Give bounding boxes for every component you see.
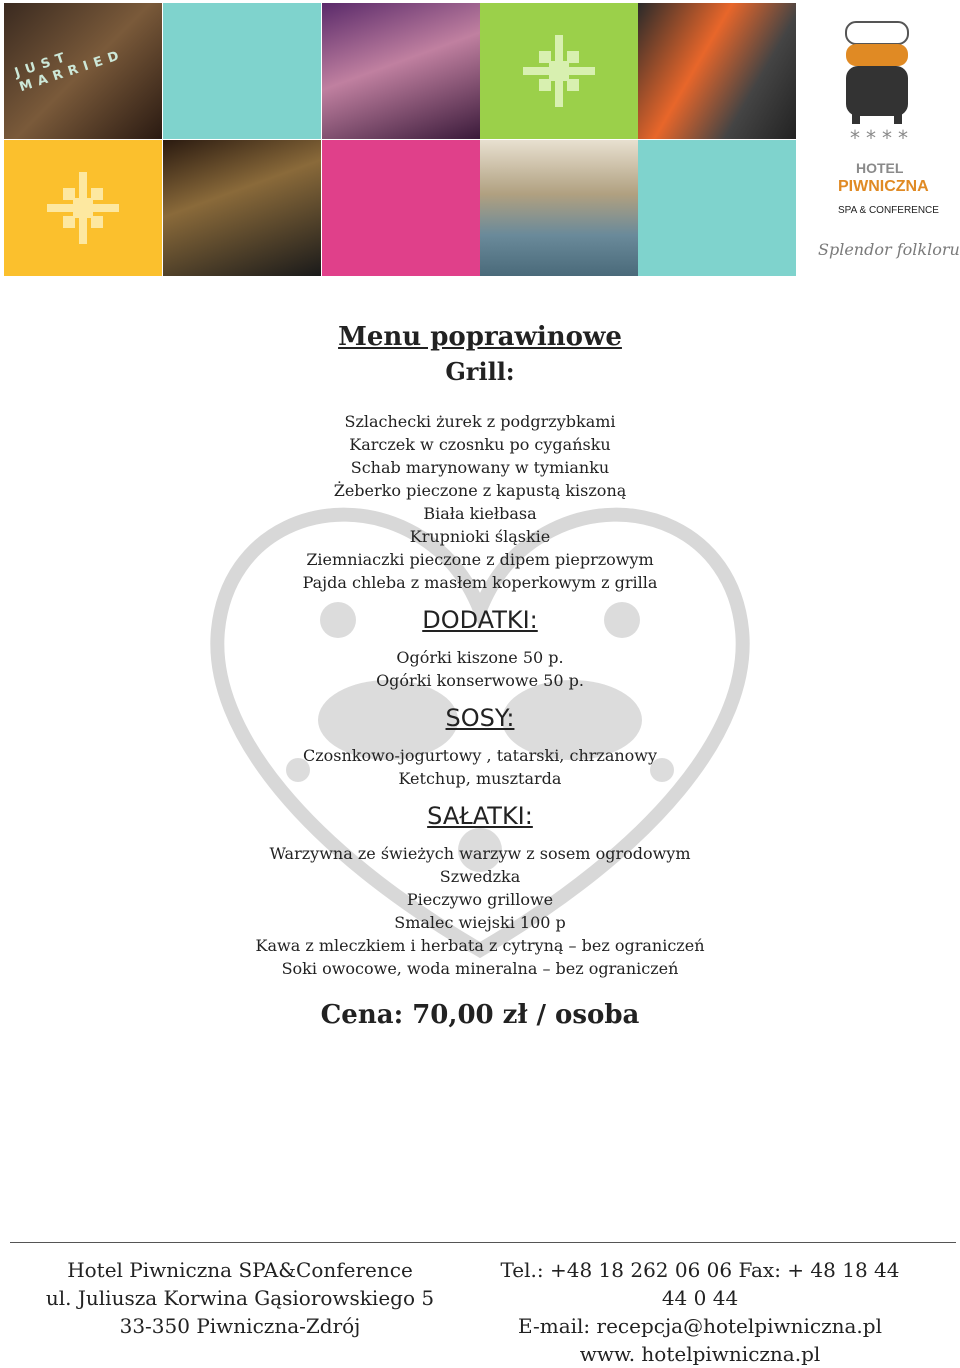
just-married-banner: JUST MARRIED	[12, 47, 127, 96]
list-item: Żeberko pieczone z kapustą kiszoną	[333, 481, 627, 500]
footer-divider	[10, 1242, 956, 1243]
wedding-photo-banner	[4, 3, 162, 139]
list-item: Smalec wiejski 100 p	[394, 913, 566, 932]
teal-tile-2	[638, 140, 796, 276]
list-item: Warzywna ze świeżych warzyw z sosem ogrodowym	[269, 844, 691, 863]
list-item: Czosnkowo-jogurtowy , tatarski, chrzanowy	[302, 746, 658, 765]
menu-title: Menu poprawinowe	[338, 322, 622, 352]
salatki-list	[0, 842, 960, 980]
list-item: Pieczywo grillowe	[406, 890, 554, 909]
footer-email[interactable]: E-mail: recepcja@hotelpiwniczna.pl	[518, 1314, 882, 1338]
cake-stand-photo	[322, 3, 480, 139]
list-item: Szwedzka	[439, 867, 521, 886]
tagline: Splendor folkloru	[818, 240, 960, 259]
hotel-stars: ****	[850, 126, 914, 150]
list-item: Ogórki kiszone 50 p.	[396, 648, 564, 667]
logo-hotel-text: HOTEL	[856, 160, 904, 176]
yellow-folk-tile	[4, 140, 162, 276]
list-item: Ketchup, musztarda	[398, 769, 562, 788]
footer-street: ul. Juliusza Korwina Gąsiorowskiego 5	[45, 1286, 435, 1310]
list-item: Ogórki konserwowe 50 p.	[376, 671, 584, 690]
teal-tile	[163, 3, 321, 139]
footer-phone: Tel.: +48 18 262 06 06 Fax: + 48 18 44 44 0 44	[500, 1258, 900, 1310]
menu-subtitle: Grill:	[445, 357, 515, 386]
footer-address	[30, 1256, 450, 1340]
folk-snowflake-icon	[519, 31, 599, 111]
list-item: Pajda chleba z masłem koperkowym z grilla	[302, 573, 658, 592]
list-item: Karczek w czosnku po cygańsku	[349, 435, 611, 454]
header-collage	[0, 0, 960, 278]
magenta-tile	[322, 140, 480, 276]
list-item: Schab marynowany w tymianku	[350, 458, 610, 477]
price: Cena: 70,00 zł / osoba	[320, 1000, 640, 1030]
salatki-heading: SAŁATKI:	[427, 802, 533, 830]
green-folk-tile	[480, 3, 638, 139]
folk-snowflake-icon	[43, 168, 123, 248]
dodatki-list	[0, 646, 960, 692]
dodatki-heading: DODATKI:	[422, 606, 538, 634]
list-item: Biała kiełbasa	[423, 504, 537, 523]
singer-band-photo	[638, 3, 796, 139]
bartender-photo	[163, 140, 321, 276]
sosy-list	[0, 744, 960, 790]
sosy-heading: SOSY:	[445, 704, 515, 732]
ballroom-photo	[480, 140, 638, 276]
menu-content	[0, 320, 960, 1032]
list-item: Ziemniaczki pieczone z dipem pieprzowym	[306, 550, 654, 569]
footer-city: 33-350 Piwniczna-Zdrój	[119, 1314, 361, 1338]
logo-subtitle: SPA & CONFERENCE	[838, 205, 939, 216]
grill-items-list	[0, 410, 960, 594]
footer-website[interactable]: www. hotelpiwniczna.pl	[579, 1342, 821, 1366]
list-item: Kawa z mleczkiem i herbata z cytryną – bez ograniczeń	[255, 936, 705, 955]
footer-contact	[490, 1256, 910, 1368]
logo-hotel-name: PIWNICZNA	[838, 178, 929, 195]
list-item: Soki owocowe, woda mineralna – bez ograniczeń	[281, 959, 679, 978]
list-item: Szlachecki żurek z podgrzybkami	[344, 412, 616, 431]
footer-hotel-name: Hotel Piwniczna SPA&Conference	[67, 1258, 413, 1282]
list-item: Krupnioki śląskie	[409, 527, 551, 546]
